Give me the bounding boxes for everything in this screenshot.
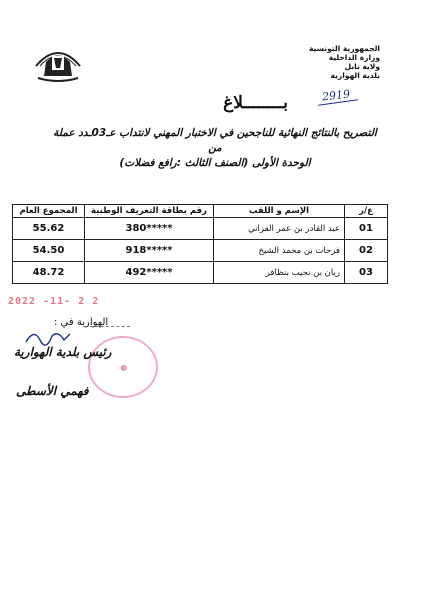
- reference-number: 2919: [321, 87, 351, 104]
- header-line-governorate: ولاية نابل: [344, 62, 380, 71]
- total-score: 54.50: [13, 240, 85, 262]
- header-line-ministry: وزارة الداخلية: [328, 53, 380, 62]
- header-rank: ع/ر: [345, 205, 388, 218]
- institution-header: [309, 44, 380, 80]
- header-total-score: المجموع العام: [13, 205, 85, 218]
- mayor-name: فهمي الأسطى: [16, 384, 89, 398]
- place-date-dotted-line: [90, 326, 130, 327]
- header-name: الإسم و اللقب: [214, 205, 345, 218]
- mayor-title: رئيس بلدية الهوارية: [14, 345, 112, 359]
- subject-line-2: الوحدة الأولى (الصنف الثالث :رافع فضلات): [119, 157, 311, 169]
- total-score: 48.72: [13, 262, 85, 284]
- table-row: [13, 262, 388, 284]
- page-title: بــــــــلاغ: [223, 93, 288, 113]
- table-row: [13, 240, 388, 262]
- place-and-date-label: الهوارية في :: [54, 317, 109, 328]
- seal-inner-mark: ●: [118, 361, 128, 373]
- subject-line-1: التصريح بالنتائج النهائية للناجحين في الاختبار المهني لانتداب عـ03ـدد عملة من: [53, 127, 377, 154]
- candidate-name: فرحات بن محمد الشيخ: [214, 240, 345, 262]
- national-id: 918*****: [85, 240, 214, 262]
- date-stamp: 2022 -11- 2 2: [8, 296, 100, 307]
- row-number: 03: [345, 262, 388, 284]
- results-table: [12, 204, 388, 284]
- table-row: [13, 218, 388, 240]
- header-line-municipality: بلدية الهوارية: [330, 71, 380, 80]
- national-id: 492*****: [85, 262, 214, 284]
- row-number: 02: [345, 240, 388, 262]
- header-national-id: رقم بطاقة التعريف الوطنية: [85, 205, 214, 218]
- tunisia-coat-of-arms-logo: [30, 36, 86, 84]
- candidate-name: عبد القادر بن عمر الفزاني: [214, 218, 345, 240]
- table-header-row: [13, 205, 388, 218]
- national-id: 380*****: [85, 218, 214, 240]
- total-score: 55.62: [13, 218, 85, 240]
- candidate-name: ريان بن نجيب بنظافر: [214, 262, 345, 284]
- header-line-republic: الجمهورية التونسية: [309, 44, 380, 53]
- announcement-subject: [50, 126, 380, 171]
- row-number: 01: [345, 218, 388, 240]
